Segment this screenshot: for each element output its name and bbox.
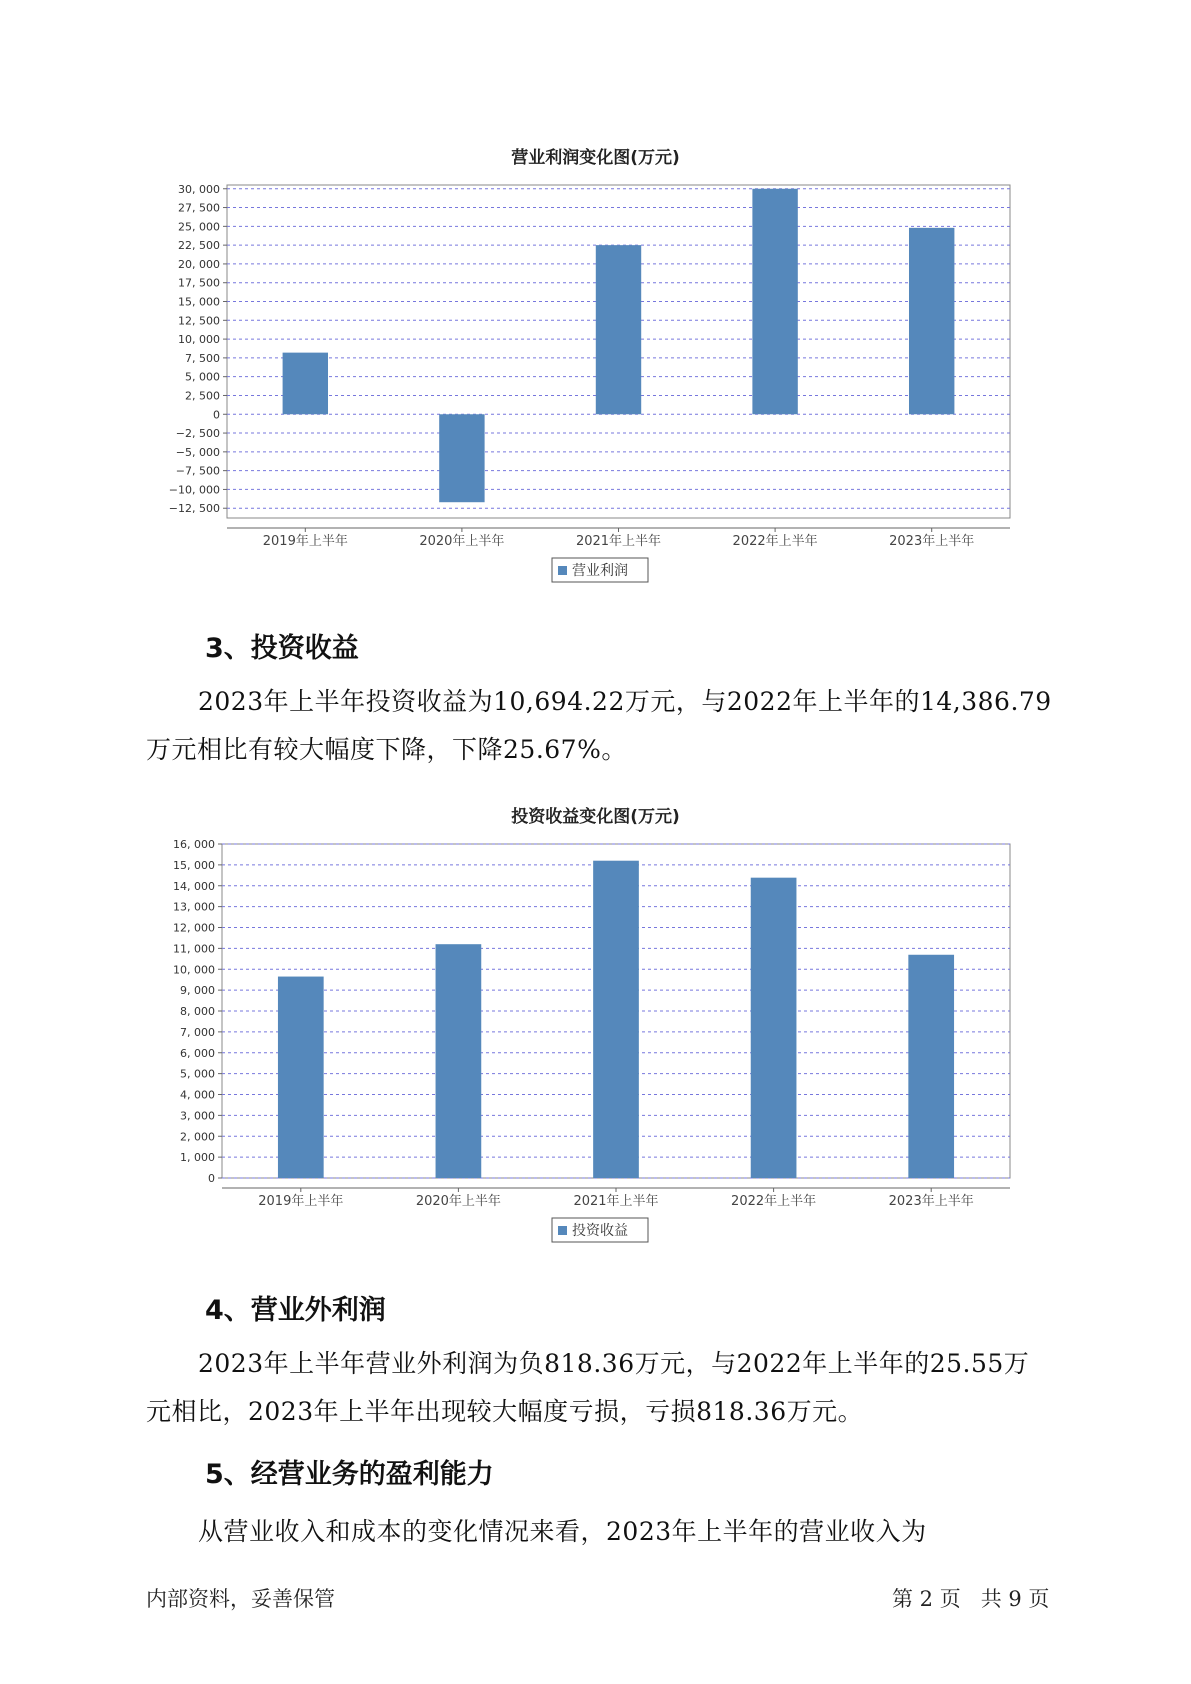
y-tick-label: 13, 000 bbox=[173, 900, 215, 914]
y-tick-label: 8, 000 bbox=[180, 1005, 215, 1018]
x-tick-label: 2020年上半年 bbox=[419, 534, 505, 549]
chart-title-operating-profit: 营业利润变化图(万元) bbox=[511, 148, 680, 168]
y-tick-label: 10, 000 bbox=[173, 963, 215, 977]
y-tick-label: 0 bbox=[208, 1172, 215, 1185]
section-3-paragraph bbox=[146, 678, 1071, 774]
section-4-paragraph bbox=[146, 1340, 1071, 1436]
y-tick-label: 15, 000 bbox=[178, 295, 220, 309]
bar-2021年上半年 bbox=[596, 245, 641, 414]
y-tick-label: −2, 500 bbox=[175, 427, 220, 441]
chart-title-investment-income: 投资收益变化图(万元) bbox=[511, 807, 680, 827]
x-tick-label: 2021年上半年 bbox=[573, 1194, 659, 1209]
y-tick-label: 27, 500 bbox=[178, 201, 220, 215]
x-tick-label: 2019年上半年 bbox=[258, 1194, 344, 1209]
y-tick-label: 30, 000 bbox=[178, 182, 220, 196]
y-tick-label: 6, 000 bbox=[180, 1046, 215, 1060]
y-tick-label: 2, 000 bbox=[180, 1130, 215, 1144]
footer-total-label: 共 9 页 bbox=[980, 1587, 1050, 1611]
section-4-heading: 4、营业外利润 bbox=[205, 1295, 386, 1326]
y-tick-label: 14, 000 bbox=[173, 879, 215, 893]
operating-profit-chart bbox=[0, 170, 1191, 590]
bar-2022年上半年 bbox=[752, 189, 797, 415]
y-tick-label: 4, 000 bbox=[180, 1088, 215, 1102]
y-tick-label: 9, 000 bbox=[180, 984, 215, 998]
bar-2019年上半年 bbox=[283, 353, 328, 415]
y-tick-label: 10, 000 bbox=[178, 333, 220, 347]
bar-2020年上半年 bbox=[439, 414, 484, 502]
y-tick-label: 20, 000 bbox=[178, 257, 220, 271]
bar-2023年上半年 bbox=[908, 955, 954, 1178]
y-tick-label: −10, 000 bbox=[168, 483, 220, 497]
legend-swatch bbox=[558, 566, 567, 575]
x-tick-label: 2023年上半年 bbox=[888, 1194, 974, 1209]
y-tick-label: 3, 000 bbox=[180, 1109, 215, 1123]
y-tick-label: 12, 500 bbox=[178, 314, 220, 328]
section-5-paragraph bbox=[146, 1508, 1071, 1556]
bar-2019年上半年 bbox=[278, 977, 324, 1178]
investment-income-chart bbox=[0, 830, 1191, 1250]
section-5-line-1: 从营业收入和成本的变化情况来看，2023年上半年的营业收入为 bbox=[198, 1517, 927, 1546]
bar-2023年上半年 bbox=[909, 228, 954, 414]
footer-page-label: 第 2 页 bbox=[892, 1587, 961, 1611]
y-tick-label: 5, 000 bbox=[185, 370, 220, 384]
x-tick-label: 2023年上半年 bbox=[889, 534, 975, 549]
legend-label: 投资收益 bbox=[572, 1223, 628, 1239]
y-tick-label: 0 bbox=[213, 408, 220, 422]
x-tick-label: 2019年上半年 bbox=[262, 534, 348, 549]
legend-swatch bbox=[558, 1226, 567, 1235]
section-5-heading: 5、经营业务的盈利能力 bbox=[205, 1459, 494, 1490]
y-tick-label: −12, 500 bbox=[168, 502, 220, 516]
x-tick-label: 2021年上半年 bbox=[575, 534, 662, 549]
section-4-line-1: 2023年上半年营业外利润为负818.36万元，与2022年上半年的25.55万 bbox=[198, 1349, 1030, 1378]
y-tick-label: 7, 500 bbox=[185, 351, 220, 365]
section-3-heading: 3、投资收益 bbox=[205, 633, 359, 664]
y-tick-label: 22, 500 bbox=[178, 239, 220, 253]
y-tick-label: 1, 000 bbox=[180, 1151, 215, 1165]
footer-page-number bbox=[892, 1583, 1049, 1613]
legend-label: 营业利润 bbox=[572, 563, 628, 579]
y-tick-label: 11, 000 bbox=[173, 942, 215, 956]
y-tick-label: 2, 500 bbox=[185, 389, 220, 403]
section-3-line-2: 万元相比有较大幅度下降，下降25.67%。 bbox=[146, 735, 627, 764]
y-tick-label: 16, 000 bbox=[173, 838, 215, 851]
x-tick-label: 2022年上半年 bbox=[732, 534, 818, 549]
bar-2022年上半年 bbox=[751, 878, 797, 1178]
section-4-line-2: 元相比，2023年上半年出现较大幅度亏损，亏损818.36万元。 bbox=[146, 1397, 864, 1426]
footer-confidential-note: 内部资料，妥善保管 bbox=[146, 1587, 335, 1611]
y-tick-label: −7, 500 bbox=[175, 464, 220, 478]
y-tick-label: 5, 000 bbox=[180, 1067, 215, 1081]
y-tick-label: 12, 000 bbox=[173, 921, 215, 935]
bar-2020年上半年 bbox=[436, 944, 482, 1178]
y-tick-label: 7, 000 bbox=[180, 1025, 215, 1039]
section-3-line-1: 2023年上半年投资收益为10,694.22万元，与2022年上半年的14,386.79 bbox=[198, 687, 1052, 716]
x-tick-label: 2022年上半年 bbox=[731, 1194, 817, 1209]
y-tick-label: 15, 000 bbox=[173, 858, 215, 872]
y-tick-label: 17, 500 bbox=[178, 276, 220, 290]
x-tick-label: 2020年上半年 bbox=[415, 1194, 501, 1209]
y-tick-label: 25, 000 bbox=[178, 220, 220, 234]
bar-2021年上半年 bbox=[593, 861, 639, 1178]
y-tick-label: −5, 000 bbox=[175, 445, 220, 459]
